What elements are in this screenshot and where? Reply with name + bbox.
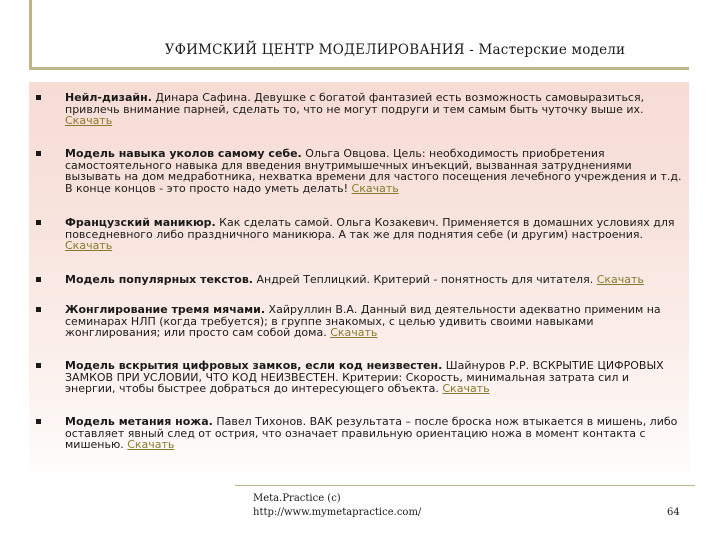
footer-copyright: Meta.Practice (c) xyxy=(253,493,341,504)
content-area xyxy=(29,82,689,472)
list-item-text xyxy=(65,416,683,451)
square-bullet-icon xyxy=(36,307,41,312)
list-item-text xyxy=(65,360,683,395)
item-heading: Нейл-дизайн. xyxy=(65,91,152,104)
square-bullet-icon xyxy=(36,95,41,100)
item-body: Динара Сафина. Девушке с богатой фантазией есть возможность самовыразиться, привлечь внимание парней, сделать то, что не могут подруги и тем самым быть чуточку выше их. xyxy=(65,91,645,116)
footer-credit xyxy=(253,492,421,520)
download-link[interactable]: Скачать xyxy=(351,181,399,195)
square-bullet-icon xyxy=(36,419,41,424)
item-body: Павел Тихонов. ВАК результата – после броска нож втыкается в мишень, либо оставляет явный след от острия, что означает правильную ориентацию ножа в момент контакта с мишенью. xyxy=(65,415,678,451)
page-title: УФИМСКИЙ ЦЕНТР МОДЕЛИРОВАНИЯ - Мастерские модели xyxy=(164,42,626,58)
item-body: Хайруллин В.А. Данный вид деятельности адекватно применим на семинарах НЛП (когда требуется); в группе знакомых, с целью удивить своими навыками жонглирования; или просто сам собой дома. xyxy=(65,303,661,339)
list-item-text xyxy=(65,304,683,339)
item-body: Шайнуров Р.Р. ВСКРЫТИЕ ЦИФРОВЫХ ЗАМКОВ ПРИ УСЛОВИИ, ЧТО КОД НЕИЗВЕСТЕН. Критерии: Скорость, минимальная затрата сил и энергии, чтобы быстрее добраться до интересующего объекта. xyxy=(65,359,664,395)
page-number: 64 xyxy=(667,507,680,518)
item-body: Как сделать самой. Ольга Козакевич. Применяется в домашних условиях для повседневного либо праздничного маникюра. А так же для поднятия себе (и другим) настроения. xyxy=(65,216,675,241)
item-heading: Жонглирование тремя мячами. xyxy=(65,303,266,316)
item-heading: Модель популярных текстов. xyxy=(65,273,253,286)
item-body: Андрей Теплицкий. Критерий - понятность для читателя. xyxy=(252,273,597,286)
download-link[interactable]: Скачать xyxy=(65,239,113,252)
list-item-text xyxy=(65,92,683,127)
list-item-text xyxy=(65,274,683,286)
decor-vertical-line xyxy=(29,0,32,70)
download-link[interactable]: Скачать xyxy=(65,114,113,127)
square-bullet-icon xyxy=(36,363,41,368)
item-heading: Модель метания ножа. xyxy=(65,415,213,428)
square-bullet-icon xyxy=(36,220,41,225)
list-item-text xyxy=(65,148,683,194)
footer-url[interactable]: http://www.mymetapractice.com/ xyxy=(253,507,422,518)
item-heading: Французский маникюр. xyxy=(65,216,216,229)
square-bullet-icon xyxy=(36,151,41,156)
item-body: Ольга Овцова. Цель: необходимость приобретения самостоятельного навыка для введения внутримышечных инъекций, вызванная затруднениями вызывать на дом медработника, нехватка времени для частого посещения лечебного учреждения и т.д. В конце концов - это просто надо уметь делать! xyxy=(65,147,682,195)
download-link[interactable]: Скачать xyxy=(330,326,378,339)
square-bullet-icon xyxy=(36,277,41,282)
download-link[interactable]: Скачать xyxy=(442,382,490,395)
decor-horizontal-line xyxy=(29,67,689,70)
item-heading: Модель вскрытия цифровых замков, если код неизвестен. xyxy=(65,359,443,372)
footer-divider xyxy=(235,485,695,486)
download-link[interactable]: Скачать xyxy=(596,273,644,286)
item-heading: Модель навыка уколов самому себе. xyxy=(65,147,302,160)
list-item-text xyxy=(65,217,683,252)
download-link[interactable]: Скачать xyxy=(127,438,175,451)
